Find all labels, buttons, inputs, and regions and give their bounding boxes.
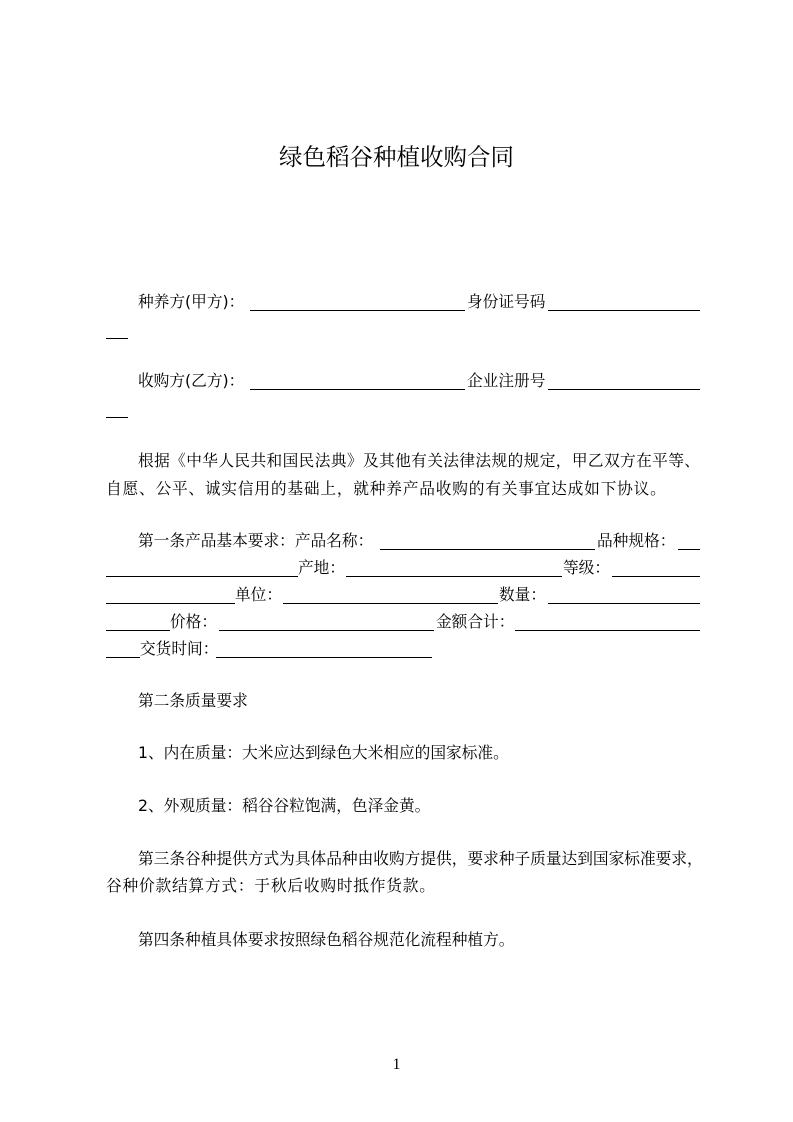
delivery-time-blank xyxy=(216,657,432,658)
origin-blank xyxy=(346,576,562,577)
page-number: 1 xyxy=(392,1056,401,1073)
product-name-label: 产品名称： xyxy=(294,531,374,550)
article-3-line-1: 第三条谷种提供方式为具体品种由收购方提供，要求种子质量达到国家标准要求， xyxy=(138,849,703,868)
article-2-item-1: 1、内在质量：大米应达到绿色大米相应的国家标准。 xyxy=(138,743,509,762)
unit-label: 单位： xyxy=(235,585,283,604)
quantity-label: 数量： xyxy=(499,585,547,604)
variety-spec-label: 品种规格： xyxy=(597,531,676,550)
variety-spec-blank-continued xyxy=(106,576,298,577)
preamble-line-1: 根据《中华人民共和国民法典》及其他有关法律法规的规定，甲乙双方在平等、 xyxy=(138,451,700,470)
party-a-label: 种养方(甲方)： xyxy=(138,292,245,311)
price-label: 价格： xyxy=(170,612,218,631)
article-4-text: 第四条种植具体要求按照绿色稻谷规范化流程种植方。 xyxy=(138,930,515,949)
document-title: 绿色稻谷种植收购合同 xyxy=(279,143,514,171)
party-a-id-blank xyxy=(548,310,700,311)
party-b-name-blank xyxy=(250,389,465,390)
article-1-first-line xyxy=(138,531,373,551)
quantity-blank xyxy=(548,603,700,604)
party-a-name-blank xyxy=(250,310,465,311)
price-blank xyxy=(219,630,434,631)
preamble-line-2: 自愿、公平、诚实信用的基础上，就种养产品收购的有关事宜达成如下协议。 xyxy=(106,479,667,498)
grade-label: 等级： xyxy=(563,558,611,577)
party-a-id-blank-continued xyxy=(106,338,128,339)
origin-label: 产地： xyxy=(298,558,346,577)
grade-blank-continued xyxy=(106,603,235,604)
unit-blank xyxy=(283,603,498,604)
total-amount-blank-continued xyxy=(106,657,140,658)
party-b-registration-blank-continued xyxy=(106,417,128,418)
product-name-blank xyxy=(380,549,595,550)
article-2-item-2: 2、外观质量：稻谷谷粒饱满，色泽金黄。 xyxy=(138,796,431,815)
article-3-line-2: 谷种价款结算方式：于秋后收购时抵作货款。 xyxy=(106,876,436,895)
variety-spec-blank xyxy=(678,549,700,550)
article-2-heading: 第二条质量要求 xyxy=(138,691,248,710)
party-b-registration-label: 企业注册号 xyxy=(467,371,546,390)
total-amount-blank xyxy=(515,630,700,631)
total-amount-label: 金额合计： xyxy=(436,612,515,631)
party-b-label: 收购方(乙方)： xyxy=(138,371,245,390)
party-a-id-label: 身份证号码 xyxy=(467,292,546,311)
quantity-blank-continued xyxy=(106,630,170,631)
article-1-heading: 第一条产品基本要求： xyxy=(138,531,295,550)
grade-blank xyxy=(612,576,700,577)
party-b-registration-blank xyxy=(548,389,700,390)
delivery-time-label: 交货时间： xyxy=(140,639,219,658)
